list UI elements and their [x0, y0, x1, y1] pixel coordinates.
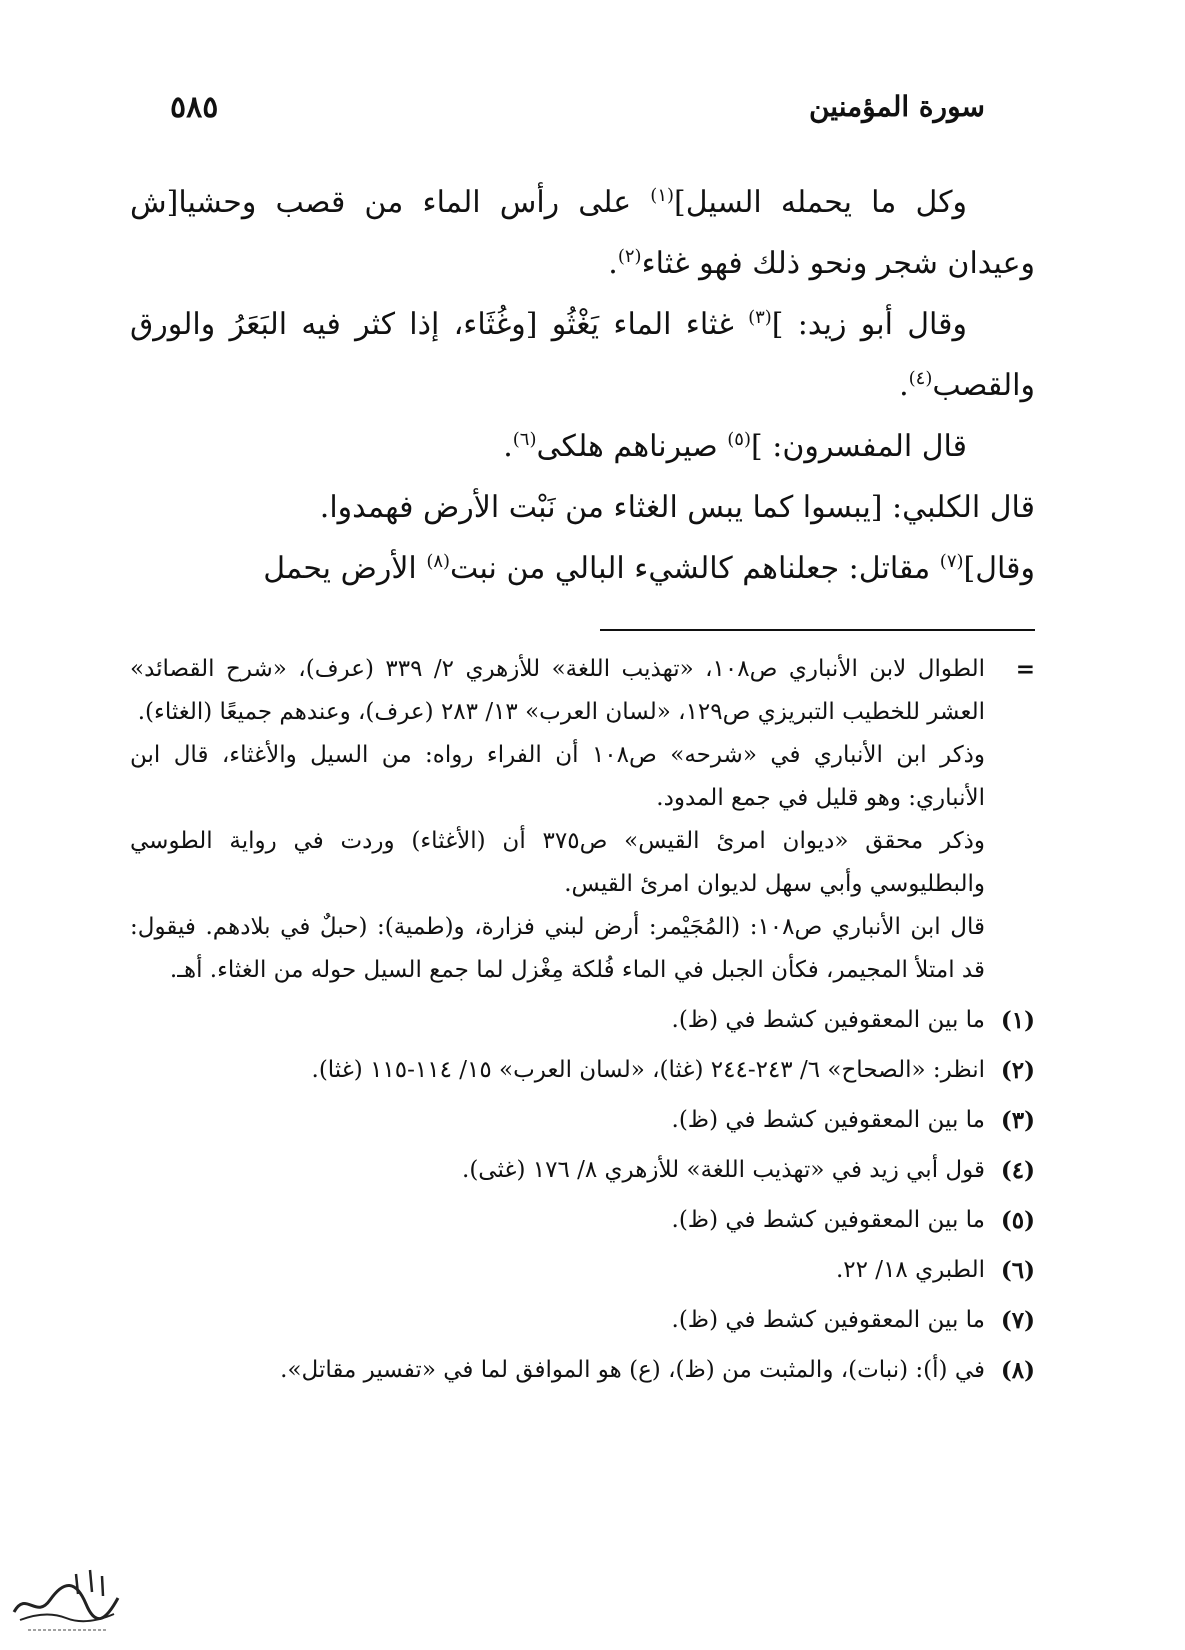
- continuation-paragraph: الطوال لابن الأنباري ص١٠٨، «تهذيب اللغة» للأزهري ٢/ ٣٣٩ (عرف)، «شرح القصائد» العشر للخطيب التبريزي ص١٢٩، «لسان العرب» ١٣/ ٢٨٣ (عرف)، وعندهم جميعًا (الغثاء).: [130, 656, 985, 725]
- continuation-paragraph: قال ابن الأنباري ص١٠٨: (المُجَيْمر: أرض لبني فزارة، و(طمية): (حبلٌ في بلادهم. فيقول: قد امتلأ المجيمر، فكأن الجبل في الماء فُلكة مِغْزل لما جمع السيل حوله من الغثاء. أهـ.: [130, 914, 985, 983]
- watermark-logo: [6, 1560, 126, 1640]
- footnote-ref-3[interactable]: (٣): [748, 307, 772, 328]
- footnote-5: [130, 1199, 1035, 1242]
- footnote-ref-4[interactable]: (٤): [908, 368, 933, 389]
- text-run: وقال أبو زيد: ]: [771, 307, 968, 342]
- paragraph-2: [130, 294, 1035, 416]
- continuation-paragraph: وذكر محقق «ديوان امرئ القيس» ص٣٧٥ أن (الأغثاء) وردت في رواية الطوسي والبطليوسي وأبي سهل لديوان امرئ القيس.: [130, 828, 985, 897]
- footnote-1: [130, 999, 1035, 1042]
- footnotes-section: [130, 648, 1035, 1392]
- footnote-divider: [600, 629, 1035, 631]
- footnote-3: [130, 1099, 1035, 1142]
- text-run: وقال]: [963, 551, 1035, 586]
- footnote-ref-1[interactable]: (١): [650, 185, 675, 206]
- paragraph-1: [130, 172, 1035, 294]
- page-header: [170, 90, 985, 140]
- main-text: [130, 172, 1035, 599]
- footnote-text: ما بين المعقوفين كشط في (ظ).: [671, 1307, 985, 1333]
- footnote-ref-6[interactable]: (٦): [512, 429, 537, 450]
- footnote-number: (٤): [1000, 1157, 1035, 1184]
- footnote-number: (٢): [1000, 1057, 1035, 1084]
- text-run: .: [608, 246, 618, 281]
- text-run: مقاتل: جعلناهم كالشيء البالي من نبت: [450, 551, 940, 586]
- continuation-paragraph: وذكر ابن الأنباري في «شرحه» ص١٠٨ أن الفراء رواه: من السيل والأغثاء، قال ابن الأنباري: وهو قليل في جمع المدود.: [130, 742, 986, 811]
- footnote-number: (٥): [1000, 1207, 1035, 1234]
- paragraph-4: قال الكلبي: [يبسوا كما يبس الغثاء من نَبْت الأرض فهمدوا.: [319, 490, 1035, 525]
- footnote-text: قول أبي زيد في «تهذيب اللغة» للأزهري ٨/ ١٧٦ (غثى).: [462, 1157, 985, 1183]
- footnote-continuation: [130, 648, 1035, 992]
- footnote-ref-8[interactable]: (٨): [426, 551, 451, 572]
- footnote-text: ما بين المعقوفين كشط في (ظ).: [671, 1107, 985, 1133]
- text-run: صيرناهم هلكى: [536, 429, 728, 464]
- footnote-ref-2[interactable]: (٢): [617, 246, 642, 267]
- text-run: غثاء الماء يَغْثُو [وغُثَاء، إذا كثر فيه البَعَرُ والورق والقصب: [130, 307, 1035, 403]
- text-run: على رأس الماء من قصب وحشيا[ش وعيدان شجر ونحو ذلك فهو غثاء: [130, 185, 1035, 281]
- paragraph-3: [130, 416, 1035, 477]
- footnote-8: [130, 1349, 1035, 1392]
- footnote-number: (١): [1000, 1007, 1035, 1034]
- footnote-ref-5[interactable]: (٥): [727, 429, 751, 450]
- footnote-text: انظر: «الصحاح» ٦/ ٢٤٣-٢٤٤ (غثا)، «لسان العرب» ١٥/ ١١٤-١١٥ (غثا).: [311, 1057, 985, 1083]
- page-number: ٥٨٥: [170, 90, 219, 125]
- footnote-6: [130, 1249, 1035, 1292]
- footnote-text: ما بين المعقوفين كشط في (ظ).: [671, 1207, 985, 1233]
- continuation-mark: =: [1015, 656, 1035, 683]
- text-run: .: [899, 368, 909, 403]
- footnote-2: [130, 1049, 1035, 1092]
- footnote-number: (٣): [1000, 1107, 1035, 1134]
- footnote-ref-7[interactable]: (٧): [939, 551, 964, 572]
- text-run: قال المفسرون: ]: [751, 429, 967, 464]
- footnote-number: (٨): [1000, 1357, 1035, 1384]
- footnote-4: [130, 1149, 1035, 1192]
- text-run: الأرض يحمل: [263, 551, 427, 586]
- footnote-7: [130, 1299, 1035, 1342]
- footnote-text: ما بين المعقوفين كشط في (ظ).: [671, 1007, 985, 1033]
- footnote-text: الطبري ١٨/ ٢٢.: [835, 1257, 985, 1283]
- text-run: .: [503, 429, 513, 464]
- text-run: وكل ما يحمله السيل]: [674, 185, 967, 220]
- footnote-number: (٧): [1000, 1307, 1035, 1334]
- surah-title: سورة المؤمنين: [808, 90, 985, 123]
- footnote-text: في (أ): (نبات)، والمثبت من (ظ)، (ع) هو الموافق لما في «تفسير مقاتل».: [280, 1357, 985, 1383]
- footnote-number: (٦): [1000, 1257, 1035, 1284]
- paragraph-5: [130, 538, 1035, 599]
